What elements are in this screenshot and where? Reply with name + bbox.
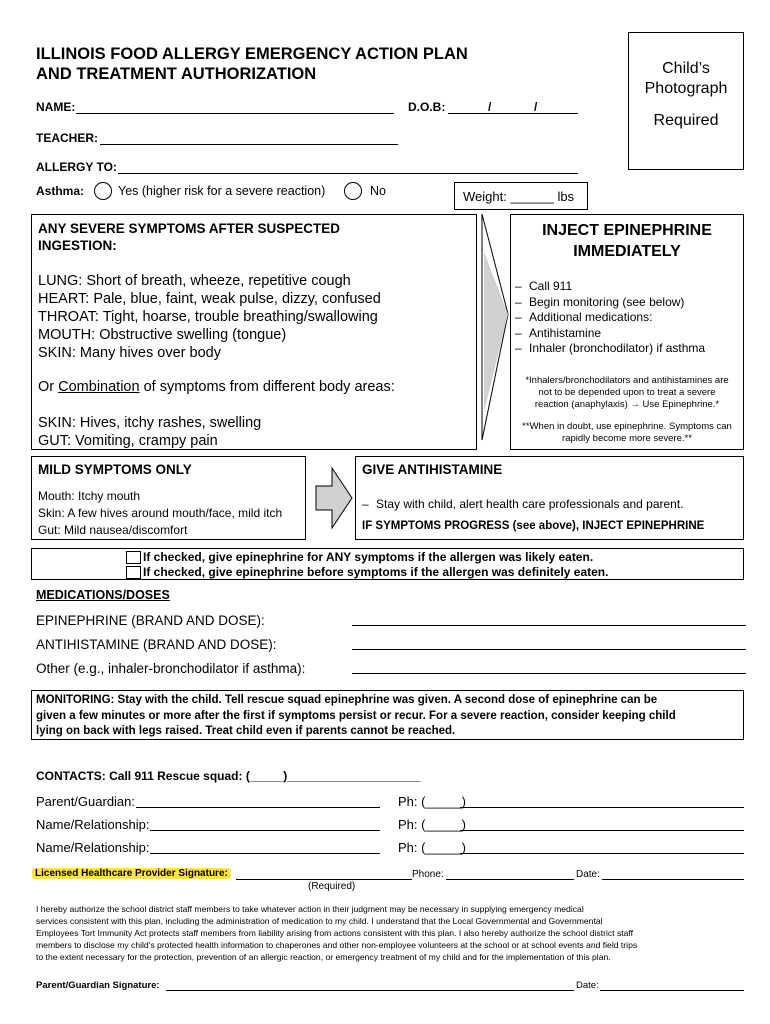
medications-heading: MEDICATIONS/DOSES xyxy=(36,588,170,602)
provider-signature-label: Licensed Healthcare Provider Signature: xyxy=(32,868,231,879)
dob-field[interactable]: / / xyxy=(448,100,578,114)
contact-3-field[interactable] xyxy=(150,840,380,854)
med-other-label: Other (e.g., inhaler-bronchodilator if asthma): xyxy=(36,661,306,676)
symptom-heart: HEART: Pale, blue, faint, weak pulse, dizzy, confused xyxy=(38,291,381,307)
combination-line: Or Combination of symptoms from different body areas: xyxy=(38,379,395,395)
parent-signature-label: Parent/Guardian Signature: xyxy=(36,980,160,991)
asthma-yes-label: Yes (higher risk for a severe reaction) xyxy=(118,184,326,198)
definitely-eaten-checkbox[interactable] xyxy=(126,566,141,579)
check-row-1: If checked, give epinephrine for ANY symptoms if the allergen was likely eaten. xyxy=(126,550,593,565)
parent-date-label: Date: xyxy=(576,980,599,991)
symptom-throat: THROAT: Tight, hoarse, trouble breathing/swallowing xyxy=(38,309,378,325)
weight-field[interactable]: Weight: ______ lbs xyxy=(454,182,588,210)
inject-steps xyxy=(515,279,705,357)
parent-signature-field[interactable] xyxy=(166,979,574,991)
contact-2-field[interactable] xyxy=(150,817,380,831)
mild-arrow-icon xyxy=(310,456,356,540)
teacher-field[interactable] xyxy=(100,131,398,145)
provider-signature-field[interactable] xyxy=(236,868,412,880)
contact-3-phone-field[interactable] xyxy=(460,840,744,854)
asthma-yes-radio[interactable] xyxy=(94,182,112,200)
mild-heading: MILD SYMPTOMS ONLY xyxy=(38,462,192,477)
step-antihistamine: – Antihistamine xyxy=(515,325,602,340)
antihistamine-progress: IF SYMPTOMS PROGRESS (see above), INJECT EPINEPHRINE xyxy=(362,520,705,532)
dob-label: D.O.B: xyxy=(408,100,446,114)
combination-symptom-list: SKIN: Hives, itchy rashes, swelling GUT: Vomiting, crampy pain xyxy=(38,415,262,449)
likely-eaten-checkbox[interactable] xyxy=(126,551,141,564)
antihistamine-box xyxy=(355,456,744,540)
severe-arrow-icon xyxy=(478,212,512,452)
monitoring-box: MONITORING: Stay with the child. Tell rescue squad epinephrine was given. A second dose of epinephrine can be given a few minutes or more after the first if symptoms persist or recur. For a severe reaction, consider keeping child lying on back with legs raised. Treat child even if parents cannot be reached. xyxy=(31,690,744,740)
name-field[interactable] xyxy=(76,100,394,114)
med-epinephrine-label: EPINEPHRINE (BRAND AND DOSE): xyxy=(36,613,265,628)
med-antihistamine-label: ANTIHISTAMINE (BRAND AND DOSE): xyxy=(36,637,277,652)
provider-phone-label: Phone: xyxy=(412,869,444,880)
photo-box[interactable]: Child’s Photograph Required xyxy=(628,32,744,170)
provider-phone-field[interactable] xyxy=(446,868,574,880)
symptom-mouth: MOUTH: Obstructive swelling (tongue) xyxy=(38,327,287,343)
mild-symptom-list: Mouth: Itchy mouth Skin: A few hives around mouth/face, mild itch Gut: Mild nausea/discomfort xyxy=(38,489,283,537)
provider-date-label: Date: xyxy=(576,869,600,880)
authorization-text: I hereby authorize the school district staff members to take whatever action in their judgment may be necessary in supplying emergency medical services consistent with this plan, including the administration of medication to my child. I understand that the Local Governmental and Governmental Employees Tort Immunity Act protects staff members from liability arising from actions consistent with this plan. I also hereby authorize the school district staff members to disclose my child's protected health information to chaperones and other non-employee volunteers at the school or at school events and field trips to the extent necessary for the protection, prevention of an allergic reaction, or emergency treatment of my child and for the implementation of this plan. xyxy=(36,904,638,962)
inject-heading: INJECT EPINEPHRINE IMMEDIATELY xyxy=(542,222,712,260)
asthma-no-label: No xyxy=(370,184,386,198)
med-epinephrine-field[interactable] xyxy=(352,613,746,626)
antihistamine-heading: GIVE ANTIHISTAMINE xyxy=(362,462,503,477)
antihistamine-step: – Stay with child, alert health care professionals and parent. xyxy=(362,497,684,511)
mild-symptoms-box xyxy=(31,456,306,540)
asthma-no-radio[interactable] xyxy=(344,182,362,200)
contact-parent-field[interactable] xyxy=(136,794,380,808)
asthma-label: Asthma: xyxy=(36,184,85,198)
symptom-lung: LUNG: Short of breath, wheeze, repetitive cough xyxy=(38,273,351,289)
name-label: NAME: xyxy=(36,100,76,114)
teacher-label: TEACHER: xyxy=(36,131,98,145)
contact-parent-phone-field[interactable] xyxy=(460,794,744,808)
inject-box xyxy=(510,214,744,450)
allergy-field[interactable] xyxy=(118,160,578,174)
symptom-skin: SKIN: Many hives over body xyxy=(38,345,221,361)
epinephrine-check-box xyxy=(31,548,744,580)
severe-symptoms-box xyxy=(31,214,477,450)
inject-note-1: *Inhalers/bronchodilators and antihistamines are not to be depended upon to treat a severe reaction (anaphylaxis) → Use Epinephrine.* xyxy=(525,375,729,410)
provider-date-field[interactable] xyxy=(602,868,744,880)
severe-heading: ANY SEVERE SYMPTOMS AFTER SUSPECTED INGESTION: xyxy=(38,221,341,253)
allergy-label: ALLERGY TO: xyxy=(36,160,117,174)
step-inhaler: – Inhaler (bronchodilator) if asthma xyxy=(515,341,706,355)
check-row-2: If checked, give epinephrine before symptoms if the allergen was definitely eaten. xyxy=(126,565,608,580)
form-title: ILLINOIS FOOD ALLERGY EMERGENCY ACTION PLAN AND TREATMENT AUTHORIZATION xyxy=(36,45,468,83)
contact-3-phone-label: Ph: (_____) xyxy=(398,840,466,855)
contact-2-phone-label: Ph: (_____) xyxy=(398,817,466,832)
step-monitoring: – Begin monitoring (see below) xyxy=(515,294,685,309)
contact-parent-label: Parent/Guardian: xyxy=(36,794,136,809)
med-antihistamine-field[interactable] xyxy=(352,637,746,650)
contacts-heading: CONTACTS: Call 911 Rescue squad: (_____)____________________ xyxy=(36,769,421,783)
parent-date-field[interactable] xyxy=(600,979,744,991)
inject-note-2: **When in doubt, use epinephrine. Symptoms can rapidly become more severe.** xyxy=(522,421,732,444)
contact-2-label: Name/Relationship: xyxy=(36,817,150,832)
severe-symptom-list xyxy=(38,272,381,362)
med-other-field[interactable] xyxy=(352,661,746,674)
step-call-911: – Call 911 xyxy=(515,279,573,293)
contact-parent-phone-label: Ph: (_____) xyxy=(398,794,466,809)
step-additional: – Additional medications: xyxy=(515,310,653,324)
contact-2-phone-field[interactable] xyxy=(460,817,744,831)
provider-required-note: (Required) xyxy=(308,881,356,892)
contact-3-label: Name/Relationship: xyxy=(36,840,150,855)
